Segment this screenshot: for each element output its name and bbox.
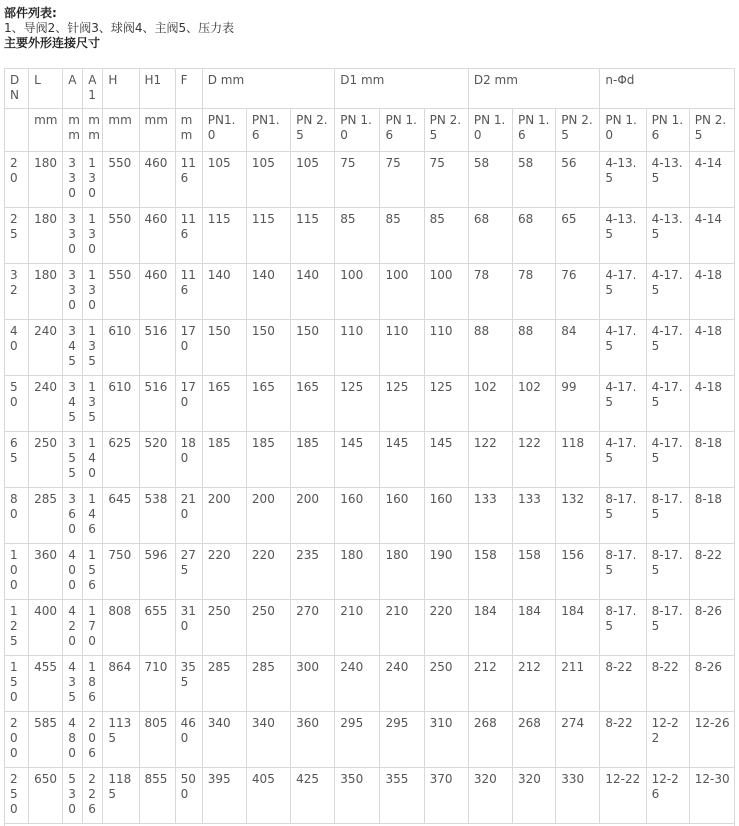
table-cell: 8-17.5 bbox=[600, 544, 646, 600]
table-cell: 116 bbox=[175, 152, 202, 208]
table-cell: 1185 bbox=[103, 768, 139, 824]
table-cell: 530 bbox=[63, 768, 83, 824]
header-cell: n-Φd bbox=[600, 69, 735, 109]
subheader-cell bbox=[5, 109, 29, 152]
table-cell: 220 bbox=[424, 600, 468, 656]
table-cell: 115 bbox=[291, 208, 335, 264]
table-cell: 180 bbox=[29, 208, 63, 264]
table-cell: 75 bbox=[380, 152, 424, 208]
table-cell: 8-22 bbox=[646, 656, 689, 712]
table-cell: 460 bbox=[139, 208, 175, 264]
table-cell: 99 bbox=[556, 376, 600, 432]
table-cell: 150 bbox=[202, 320, 246, 376]
table-cell: 4-18 bbox=[689, 320, 734, 376]
table-cell: 355 bbox=[380, 768, 424, 824]
table-cell: 274 bbox=[556, 712, 600, 768]
table-cell: 8-17.5 bbox=[600, 488, 646, 544]
table-cell: 268 bbox=[513, 712, 556, 768]
table-cell: 226 bbox=[83, 768, 103, 824]
table-cell: 135 bbox=[83, 376, 103, 432]
table-cell: 310 bbox=[175, 600, 202, 656]
table-cell: 220 bbox=[202, 544, 246, 600]
table-cell: 206 bbox=[83, 712, 103, 768]
table-cell: 116 bbox=[175, 208, 202, 264]
table-cell: 122 bbox=[513, 432, 556, 488]
table-cell: 330 bbox=[556, 768, 600, 824]
table-cell: 84 bbox=[556, 320, 600, 376]
table-cell: 12-22 bbox=[646, 712, 689, 768]
header-cell: L bbox=[29, 69, 63, 109]
table-cell: 250 bbox=[424, 656, 468, 712]
table-header-row bbox=[5, 69, 735, 109]
table-cell: 212 bbox=[513, 656, 556, 712]
subheader-cell: PN 1.0 bbox=[468, 109, 512, 152]
table-cell: 8-22 bbox=[600, 712, 646, 768]
subheader-cell: PN1.6 bbox=[246, 109, 290, 152]
table-cell: 58 bbox=[468, 152, 512, 208]
subheader-cell: PN 2.5 bbox=[291, 109, 335, 152]
table-cell: 240 bbox=[335, 656, 380, 712]
table-cell: 355 bbox=[175, 656, 202, 712]
table-cell: 4-18 bbox=[689, 264, 734, 320]
table-cell: 165 bbox=[202, 376, 246, 432]
table-cell: 480 bbox=[63, 712, 83, 768]
header-cell: D1 mm bbox=[335, 69, 469, 109]
table-cell: 76 bbox=[556, 264, 600, 320]
table-cell: 300 bbox=[291, 656, 335, 712]
table-cell: 345 bbox=[63, 320, 83, 376]
subheader-cell: PN 1.6 bbox=[513, 109, 556, 152]
table-cell: 125 bbox=[5, 600, 29, 656]
table-cell: 40 bbox=[5, 320, 29, 376]
table-cell: 4-17.5 bbox=[600, 376, 646, 432]
table-cell: 185 bbox=[246, 432, 290, 488]
table-cell: 4-13.5 bbox=[600, 208, 646, 264]
table-cell: 4-17.5 bbox=[600, 320, 646, 376]
table-cell: 211 bbox=[556, 656, 600, 712]
table-cell: 180 bbox=[29, 264, 63, 320]
table-cell: 160 bbox=[335, 488, 380, 544]
table-cell: 200 bbox=[202, 488, 246, 544]
table-cell: 355 bbox=[63, 432, 83, 488]
table-cell: 220 bbox=[246, 544, 290, 600]
table-cell: 8-22 bbox=[689, 544, 734, 600]
table-cell: 250 bbox=[29, 432, 63, 488]
table-cell: 65 bbox=[5, 432, 29, 488]
table-cell: 4-17.5 bbox=[646, 432, 689, 488]
table-row bbox=[5, 264, 735, 320]
table-cell: 8-26 bbox=[689, 600, 734, 656]
table-cell: 8-17.5 bbox=[646, 488, 689, 544]
table-cell: 58 bbox=[513, 152, 556, 208]
table-cell: 170 bbox=[175, 376, 202, 432]
table-cell: 370 bbox=[424, 768, 468, 824]
table-cell: 710 bbox=[139, 656, 175, 712]
table-cell: 805 bbox=[139, 712, 175, 768]
table-continuation bbox=[4, 822, 735, 826]
table-cell: 8-22 bbox=[600, 656, 646, 712]
table-cell: 100 bbox=[5, 544, 29, 600]
table-cell: 158 bbox=[468, 544, 512, 600]
table-cell: 158 bbox=[513, 544, 556, 600]
subheader-cell: PN 2.5 bbox=[689, 109, 734, 152]
table-cell: 330 bbox=[63, 208, 83, 264]
table-cell: 125 bbox=[335, 376, 380, 432]
table-cell: 125 bbox=[424, 376, 468, 432]
table-cell: 165 bbox=[246, 376, 290, 432]
table-cell: 8-17.5 bbox=[646, 600, 689, 656]
table-cell: 200 bbox=[246, 488, 290, 544]
table-cell: 85 bbox=[424, 208, 468, 264]
subheader-cell: mm bbox=[175, 109, 202, 152]
table-row bbox=[5, 432, 735, 488]
table-cell: 210 bbox=[380, 600, 424, 656]
table-row bbox=[5, 152, 735, 208]
subheader-cell: PN 2.5 bbox=[556, 109, 600, 152]
table-cell: 88 bbox=[468, 320, 512, 376]
parts-list: 1、导阀2、针阀3、球阀4、主阀5、压力表 bbox=[4, 21, 235, 35]
table-cell: 460 bbox=[139, 152, 175, 208]
table-cell: 180 bbox=[380, 544, 424, 600]
table-row bbox=[5, 488, 735, 544]
table-row bbox=[5, 376, 735, 432]
table-cell: 68 bbox=[468, 208, 512, 264]
table-cell: 12-26 bbox=[689, 712, 734, 768]
table-cell: 115 bbox=[202, 208, 246, 264]
table-cell: 186 bbox=[83, 656, 103, 712]
subheader-cell: mm bbox=[139, 109, 175, 152]
table-cell: 8-17.5 bbox=[600, 600, 646, 656]
table-cell: 360 bbox=[29, 544, 63, 600]
table-cell: 185 bbox=[202, 432, 246, 488]
table-cell: 240 bbox=[380, 656, 424, 712]
table-cell: 140 bbox=[291, 264, 335, 320]
table-cell: 130 bbox=[83, 152, 103, 208]
parts-list-title: 部件列表: bbox=[4, 6, 57, 20]
table-cell: 8-17.5 bbox=[646, 544, 689, 600]
subheader-cell: PN1.0 bbox=[202, 109, 246, 152]
table-cell: 360 bbox=[63, 488, 83, 544]
table-cell: 395 bbox=[202, 768, 246, 824]
table-cell: 460 bbox=[175, 712, 202, 768]
table-cell: 105 bbox=[291, 152, 335, 208]
table-cell: 105 bbox=[246, 152, 290, 208]
table-cell: 320 bbox=[468, 768, 512, 824]
table-cell: 125 bbox=[380, 376, 424, 432]
table-cell: 146 bbox=[83, 488, 103, 544]
table-cell: 4-17.5 bbox=[646, 264, 689, 320]
table-cell: 345 bbox=[63, 376, 83, 432]
table-cell: 180 bbox=[175, 432, 202, 488]
table-cell: 285 bbox=[246, 656, 290, 712]
table-cell: 235 bbox=[291, 544, 335, 600]
table-cell: 516 bbox=[139, 320, 175, 376]
table-cell: 210 bbox=[175, 488, 202, 544]
table-cell: 180 bbox=[29, 152, 63, 208]
table-cell: 285 bbox=[202, 656, 246, 712]
header-cell: A1 bbox=[83, 69, 103, 109]
header-cell: DN bbox=[5, 69, 29, 109]
table-cell: 400 bbox=[29, 600, 63, 656]
table-cell: 145 bbox=[380, 432, 424, 488]
table-cell: 4-13.5 bbox=[646, 208, 689, 264]
table-cell: 645 bbox=[103, 488, 139, 544]
table-cell: 20 bbox=[5, 152, 29, 208]
table-row bbox=[5, 712, 735, 768]
table-cell: 78 bbox=[468, 264, 512, 320]
table-cell: 180 bbox=[335, 544, 380, 600]
table-cell: 75 bbox=[424, 152, 468, 208]
table-cell: 156 bbox=[83, 544, 103, 600]
table-cell: 140 bbox=[202, 264, 246, 320]
subheader-cell: PN 1.0 bbox=[600, 109, 646, 152]
table-cell: 420 bbox=[63, 600, 83, 656]
table-cell: 250 bbox=[246, 600, 290, 656]
table-cell: 655 bbox=[139, 600, 175, 656]
table-cell: 550 bbox=[103, 152, 139, 208]
table-cell: 855 bbox=[139, 768, 175, 824]
intro-text bbox=[4, 6, 234, 51]
table-cell: 310 bbox=[424, 712, 468, 768]
table-cell: 500 bbox=[175, 768, 202, 824]
table-cell: 200 bbox=[5, 712, 29, 768]
table-cell: 110 bbox=[335, 320, 380, 376]
table-cell: 270 bbox=[291, 600, 335, 656]
subheader-cell: PN 1.6 bbox=[380, 109, 424, 152]
table-cell: 295 bbox=[335, 712, 380, 768]
table-cell: 275 bbox=[175, 544, 202, 600]
table-cell: 145 bbox=[424, 432, 468, 488]
table-cell: 115 bbox=[246, 208, 290, 264]
table-cell: 135 bbox=[83, 320, 103, 376]
table-cell: 320 bbox=[513, 768, 556, 824]
table-cell: 133 bbox=[468, 488, 512, 544]
table-cell: 520 bbox=[139, 432, 175, 488]
table-cell: 4-17.5 bbox=[600, 432, 646, 488]
table-cell: 585 bbox=[29, 712, 63, 768]
table-cell: 625 bbox=[103, 432, 139, 488]
table-row bbox=[5, 320, 735, 376]
table-cell: 56 bbox=[556, 152, 600, 208]
table-cell: 4-14 bbox=[689, 208, 734, 264]
subheader-cell: PN 2.5 bbox=[424, 109, 468, 152]
table-cell: 460 bbox=[139, 264, 175, 320]
table-cell: 133 bbox=[513, 488, 556, 544]
table-cell: 435 bbox=[63, 656, 83, 712]
table-row bbox=[5, 544, 735, 600]
subheader-cell: mm bbox=[29, 109, 63, 152]
table-cell: 210 bbox=[335, 600, 380, 656]
table-cell: 88 bbox=[513, 320, 556, 376]
table-cell: 610 bbox=[103, 376, 139, 432]
table-cell: 340 bbox=[202, 712, 246, 768]
table-cell: 405 bbox=[246, 768, 290, 824]
table-cell: 425 bbox=[291, 768, 335, 824]
table-cell: 455 bbox=[29, 656, 63, 712]
table-subheader-row bbox=[5, 109, 735, 152]
dimensions-title: 主要外形连接尺寸 bbox=[4, 36, 101, 50]
table-cell: 160 bbox=[380, 488, 424, 544]
table-cell: 140 bbox=[83, 432, 103, 488]
table-cell: 150 bbox=[5, 656, 29, 712]
table-cell: 160 bbox=[424, 488, 468, 544]
header-cell: H bbox=[103, 69, 139, 109]
table-cell: 350 bbox=[335, 768, 380, 824]
table-cell: 400 bbox=[63, 544, 83, 600]
table-cell: 4-17.5 bbox=[646, 320, 689, 376]
table-cell: 808 bbox=[103, 600, 139, 656]
table-cell: 145 bbox=[335, 432, 380, 488]
header-cell: H1 bbox=[139, 69, 175, 109]
header-cell: D mm bbox=[202, 69, 335, 109]
table-cell: 78 bbox=[513, 264, 556, 320]
table-cell: 132 bbox=[556, 488, 600, 544]
table-cell: 650 bbox=[29, 768, 63, 824]
table-cell: 25 bbox=[5, 208, 29, 264]
table-cell: 50 bbox=[5, 376, 29, 432]
table-cell: 100 bbox=[335, 264, 380, 320]
table-cell: 110 bbox=[380, 320, 424, 376]
table-cell: 295 bbox=[380, 712, 424, 768]
table-cell: 102 bbox=[513, 376, 556, 432]
table-cell: 150 bbox=[246, 320, 290, 376]
table-cell: 75 bbox=[335, 152, 380, 208]
table-cell: 85 bbox=[380, 208, 424, 264]
table-row bbox=[5, 208, 735, 264]
table-cell: 240 bbox=[29, 376, 63, 432]
table-cell: 240 bbox=[29, 320, 63, 376]
table-cell: 330 bbox=[63, 264, 83, 320]
table-cell: 68 bbox=[513, 208, 556, 264]
table-cell: 122 bbox=[468, 432, 512, 488]
table-cell: 32 bbox=[5, 264, 29, 320]
table-cell: 340 bbox=[246, 712, 290, 768]
table-cell: 750 bbox=[103, 544, 139, 600]
table-cell: 12-22 bbox=[600, 768, 646, 824]
table-cell: 250 bbox=[5, 768, 29, 824]
subheader-cell: PN 1.0 bbox=[335, 109, 380, 152]
table-cell: 360 bbox=[291, 712, 335, 768]
table-cell: 190 bbox=[424, 544, 468, 600]
table-cell: 8-18 bbox=[689, 432, 734, 488]
table-cell: 268 bbox=[468, 712, 512, 768]
table-cell: 150 bbox=[291, 320, 335, 376]
table-cell: 1135 bbox=[103, 712, 139, 768]
table-cell: 184 bbox=[513, 600, 556, 656]
table-cell: 156 bbox=[556, 544, 600, 600]
table-cell: 8-18 bbox=[689, 488, 734, 544]
table-cell: 65 bbox=[556, 208, 600, 264]
table-cell: 550 bbox=[103, 208, 139, 264]
table-cell: 110 bbox=[424, 320, 468, 376]
subheader-cell: mm bbox=[83, 109, 103, 152]
table-cell: 170 bbox=[175, 320, 202, 376]
table-cell: 4-17.5 bbox=[600, 264, 646, 320]
subheader-cell: PN 1.6 bbox=[646, 109, 689, 152]
table-cell: 610 bbox=[103, 320, 139, 376]
table-cell: 12-30 bbox=[689, 768, 734, 824]
dimensions-table bbox=[4, 68, 735, 824]
table-cell: 165 bbox=[291, 376, 335, 432]
header-cell: D2 mm bbox=[468, 69, 600, 109]
table-cell: 100 bbox=[424, 264, 468, 320]
table-cell: 105 bbox=[202, 152, 246, 208]
table-cell: 170 bbox=[83, 600, 103, 656]
table-cell: 80 bbox=[5, 488, 29, 544]
table-cell: 184 bbox=[468, 600, 512, 656]
table-cell: 864 bbox=[103, 656, 139, 712]
table-cell: 116 bbox=[175, 264, 202, 320]
table-cell: 200 bbox=[291, 488, 335, 544]
table-cell: 4-17.5 bbox=[646, 376, 689, 432]
table-cell: 4-13.5 bbox=[646, 152, 689, 208]
table-cell: 130 bbox=[83, 208, 103, 264]
table-cell: 550 bbox=[103, 264, 139, 320]
table-cell: 250 bbox=[202, 600, 246, 656]
table-cell: 538 bbox=[139, 488, 175, 544]
table-cell: 118 bbox=[556, 432, 600, 488]
table-row bbox=[5, 768, 735, 824]
table-row bbox=[5, 600, 735, 656]
table-cell: 4-13.5 bbox=[600, 152, 646, 208]
table-cell: 185 bbox=[291, 432, 335, 488]
table-cell: 102 bbox=[468, 376, 512, 432]
table-cell: 100 bbox=[380, 264, 424, 320]
table-cell: 140 bbox=[246, 264, 290, 320]
table-cell: 4-14 bbox=[689, 152, 734, 208]
table-cell: 212 bbox=[468, 656, 512, 712]
table-cell: 330 bbox=[63, 152, 83, 208]
header-cell: F bbox=[175, 69, 202, 109]
table-cell: 85 bbox=[335, 208, 380, 264]
table-cell: 12-26 bbox=[646, 768, 689, 824]
table-cell: 596 bbox=[139, 544, 175, 600]
subheader-cell: mm bbox=[63, 109, 83, 152]
table-cell: 516 bbox=[139, 376, 175, 432]
subheader-cell: mm bbox=[103, 109, 139, 152]
table-row bbox=[5, 656, 735, 712]
header-cell: A bbox=[63, 69, 83, 109]
table-cell: 184 bbox=[556, 600, 600, 656]
table-cell: 4-18 bbox=[689, 376, 734, 432]
table-cell: 130 bbox=[83, 264, 103, 320]
table-cell: 285 bbox=[29, 488, 63, 544]
table-cell: 8-26 bbox=[689, 656, 734, 712]
